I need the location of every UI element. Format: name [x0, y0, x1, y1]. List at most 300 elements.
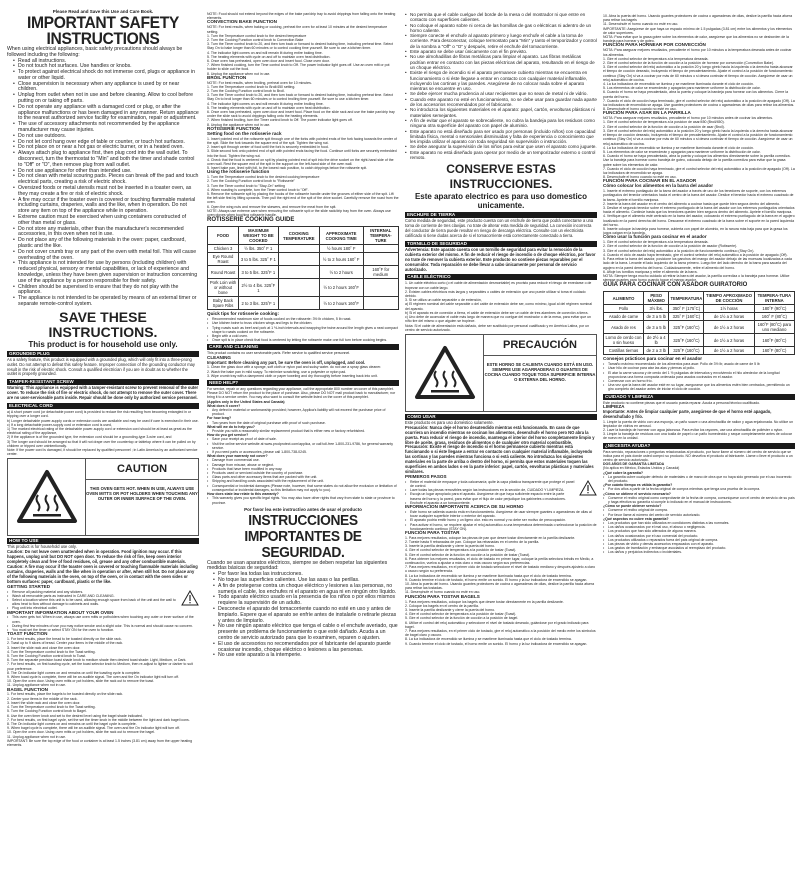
subsection-title: GETTING STARTED — [7, 583, 51, 589]
step: 1. Gire el control selector de temperatura a la temperatura deseada. — [603, 240, 709, 245]
list-item: • Enchufe el aparato a un tomacorriente. — [405, 501, 597, 505]
care-important-es: Importante: Antes de limpiar cualquier parte, asegúrese de que el horno esté apagado, desenchufado y frío. — [603, 408, 772, 419]
list-item: • Tamaño máximo recomendado de los alimentos para asar: Pollo de 3½ lb; asado de carne de 5 lb — [603, 362, 795, 366]
table-cell: 160˚ F (80˚C) — [754, 313, 794, 321]
section-header: ¿NECESITA AYUDA? — [603, 443, 795, 449]
step: 7. When finished cooking, turn the Time control knob to Off. The power indicator light goes off. Use an oven mitt or pot holder to slide out the food. — [207, 63, 390, 72]
table-cell: 3 to 5 lbs. 325˚F 1 — [239, 266, 279, 279]
step: 9. When bagel cycle is complete, there will be an audible signal. The oven and the On indicator light will turn off. — [7, 726, 181, 731]
section-header: CUIDADO Y LIMPIEZA — [603, 394, 795, 400]
cord-item: b) Si el aparato es de conexión a tierra, el cable de extensión debe ser un cable de tres alambres de conexión a tierra. — [405, 310, 589, 315]
table-header: COOKING TEMPERATURE — [278, 227, 319, 245]
step: 4. La luz indicadora de encendido se ilumina y se mantiene iluminada durante el ciclo de cocción. — [603, 81, 754, 86]
table-cell: de 1½ a 2 horas — [704, 321, 754, 334]
step: 2. Inserte la barra del asador en el centro del alimento a cocinar hasta que quede bien segura dentro del alimento. — [603, 201, 781, 206]
step: 2. Turn the Cooking Function control knob to Broil. — [207, 89, 285, 94]
preheader: Please Read and Save this Use and Care Book. — [52, 9, 154, 14]
step: 1. Inserte el extremo puntiagudo de la barra del asador a través de uno de los tenedores de soporte, con los extremos puntiagudos del tenedor orientados hacia el centro de la barra del asador. Deslice el tenedor hacia el extremo cuadrado de la barra. Apriete el tornillo mariposa. — [603, 189, 794, 202]
safety-intro: When using electrical appliances, basic safety precautions should always be followed including the following: • Read all instructions. • Do not touch hot surfaces. Use handles or knobs. • To protect against electrical shock do not immerse cord, plugs or appliance in water or other liquid. • Close supervision is necessary when any appliance is used by or near children. • Unplug from outlet when not in use and before cleaning. Allow to cool before putting on or taking off parts. • Do not operate any appliance with a damaged cord or plug, or after the appliance malfunctions or has been damaged in any manner. Return appliance to the nearest authorized service facility for examination, repair or adjustment. • The use of accessory attachments not recommended by the appliance manufacturer may cause injuries. • Do not use outdoors. • Do not let cord hang over edge of table or counter, or touch hot surfaces. • Do not place on or near a hot gas or electric burner, or in a heated oven. • Always attach plug to appliance first, then plug cord into the wall outlet. To disconnect, turn the thermostat to "Min" and both the timer and shade control to "Off" or "O", then remove plug from wall outlet. • Do not use appliance for other than intended use. • Do not clean with metal scouring pads. Pieces can break off the pad and touch electrical parts, creating a risk of electric shock. • Oversized foods or metal utensils must not be inserted in a toaster oven, as they may create a fire or risk of electric shock. • A fire may occur if the toaster oven is covered or touching flammable material including curtains, draperies, walls and the like, when in operation. Do not store any item on top of the appliance while in operation. • Extreme caution must be exercised when using containers constructed of other than metal or glass. • Do not store any materials, other than the manufacturer's recommended accessories, in this oven when not in use. • Do not place any of the following materials in the oven: paper, cardboard, plastic and the like. • Do not cover crumb tray or any part of the oven with metal foil. This will cause overheating of the oven. • This appliance is not intended for use by persons (including children) with reduced physical, sensory or mental capabilities, or lack of experience and knowledge, unless they have been given supervision or instruction concerning use of the appliance by a person responsible for their safety. • Children should be supervised to ensure that they do not play with the appliance. • The appliance is not intended to be operated by means of an external timer or separate remote-control system. — [7, 47, 199, 308]
table-header: ALIMENTO — [604, 292, 644, 305]
step: 3. Insert the slide rack and close the oven door. — [7, 700, 81, 705]
subsection-title: Cómo colocar los alimentos en la barra del asador — [603, 183, 714, 189]
warranty-answer: • Los daños ocasionados por el mal uso, el abuso o negligencia. — [603, 525, 795, 529]
table-cell: 325˚F (160˚C) — [669, 321, 704, 334]
list-item: • Select a location where this unit is to be used, allowing enough space from back of the unit and the wall to allow heat to flow without damage to cabinets and walls. — [7, 598, 199, 606]
step: 3. Insert the slide rack and close the oven door. — [7, 645, 81, 650]
save-instructions-heading: SAVE THESE INSTRUCTIONS. — [48, 308, 158, 340]
list-item: • Existe el riesgo de incendio si el aparato permanece cubierto mientras se encuentra en funcionamiento o si éste llegase a entrar en contacto con cualquier material inflamable, incluyendo las cortinas y las paredes. Asegúrese de no colocar nada sobre el aparato mientras se encuentre en uso. — [405, 70, 597, 91]
step: 5. Gire el control selector de la función de cocción a la posición de bagel. — [405, 616, 519, 621]
section-header: CABLE ELÉCTRICO — [405, 274, 597, 280]
warranty-answer: • Glass parts and other accessory items that are packed with the unit. — [207, 475, 399, 479]
step: 1. For best results, place the bagels to be toasted directly on the slide rack. — [7, 692, 124, 697]
list-item: • Begin with a cold oven. — [207, 334, 399, 338]
step: 5. Para retirar la barra del asador, posicione los ganchos del mango del asador debajo de las muescas localizadas a cada lado de la barra. Levante el lado izquierdo de la barra primero. Luego tire del lado derecho de la barra para sacarla del agujero en la pared derecha del horno. Cuidadosamente, retire el alimento del horno. — [603, 257, 792, 270]
table-cell: ½ to 2 hours — [319, 266, 363, 279]
step: 10. Open the oven door. Using oven mitts or pot holders, slide the rack out to remove the toast. — [7, 679, 155, 684]
warranty-answer: • This warranty gives you specific legal rights. You may also have other rights that vary from state to state or province to province. — [207, 496, 399, 504]
table-row — [208, 297, 399, 310]
step: 4. Cuando el ciclo de asado haya terminado, gire el control selector del reloj automático a la posición de apagado (Off). — [603, 252, 788, 257]
warranty-answer: • Save your receipt as proof of date of sale. — [207, 437, 399, 441]
step: 4. Check that the food is centered on spit by placing pointed end of spit into the drive socket on the right-hand side of the oven wall. Rest the square end of the spit in the support on the left-hand side of the oven wall. — [207, 157, 394, 166]
care-steps — [207, 365, 399, 378]
cord-item: a) A short power cord (or detachable power cord) is provided to reduce the risk resulting from becoming entangled in or tripping over a longer cord. — [7, 410, 192, 419]
how-to-use-text: This product is for household use only. — [7, 544, 77, 550]
subsection-title: FUNCIÓN PARA ASAR EN LA PARRILLA — [603, 110, 691, 116]
rotisserie-note: NOTE: Always use extreme care when removing the rotisserie spit or the slide rack/drip tray from the oven. Always use oven gloves when touching rotisserie handle. — [207, 208, 391, 218]
table-cell: ½ lbs. 350˚ F 1 — [239, 245, 279, 253]
step: 1. Turn the Temperature control knob to Broil/450 setting. — [207, 84, 296, 89]
step: 4. Turn the Temperature control knob to the Toast setting. — [7, 705, 96, 710]
step: 11. Desenchufe el horno cuando no esté en uso. — [603, 22, 679, 27]
step: 2. Turn the Cooking Function control knob to "Rotisserie" — [207, 179, 295, 184]
step: 4. Verifique que el alimento esté centrado en la barra del asador, colocando el extremo puntiagudo de la barra en el agujero localizado en la pared derecha del horno. Descanse el extremo cuadrado de la barra sobre el soporte en la pared izquierda del horno. — [603, 214, 795, 227]
table-row — [604, 347, 795, 355]
list-item: • Oversized foods or metal utensils must not be inserted in a toaster oven, as they may create a fire or risk of electric shock. — [13, 186, 199, 198]
step: 4. Turn the Temperature control knob to the Toast setting. — [7, 649, 96, 654]
rotisserie-guide-table — [207, 226, 399, 310]
list-item: • Do not operate any appliance with a damaged cord or plug, or after the appliance malfunctions or has been damaged in any manner. Return appliance to the nearest authorized service facility for examination, repair or adjustment. — [13, 105, 199, 122]
how-to-use-caution-es: Precaución: Nunca deje el horno desatendido mientras está funcionando. En caso de que ocurriera un incendio mientras se cocinan los alimentos, desenchufe el horno pero NO abra la puerta. Para reducir el riesgo de incendio, mantenga el interior del horno completamente limpio y libre de aceite, grasa, residuos de alimentos o de cualquier otro material combustible. — [405, 424, 595, 445]
table-cell: Costillas tiernas — [604, 347, 644, 355]
subsection-title: CLEANING — [207, 354, 231, 360]
cord-note: Note: If the power cord is damaged, it should be replaced by qualified personnel ; in Latin America by an authorized service center. — [7, 447, 198, 457]
step: 5. Turn the Cooking Function control knob to Toast. — [7, 653, 87, 658]
list-item: • Recommended maximum size of foods cooked on the rotisserie: 3½ lb chicken, 5 lb roast. — [207, 317, 399, 321]
list-item: • Do not touch hot surfaces. Use handles or knobs. — [13, 64, 199, 70]
list-item: • Por favor lea todas las instrucciones. — [213, 572, 399, 578]
step: 7. For best results, on first bagel cycle, set the set the timer knob in the middle between the light and dark bagel icons. — [7, 717, 190, 722]
table-row — [604, 321, 795, 334]
subsection-title: Using the rotisserie function — [207, 169, 270, 175]
step: 3. Wipe crumb tray with a dampened cloth or paper toweling and dry thoroughly before inserting back into unit. — [207, 373, 378, 378]
table-row — [604, 334, 795, 347]
warranty-answer: • Las piezas de vidrio y demás accesorios empacados con el aparato. — [603, 542, 795, 546]
precaution-title: PRECAUCIÓN — [484, 335, 596, 356]
cord-item: b) Longer detachable power-supply cords or extension cords are available and may be used if care is exercised in their use. — [7, 418, 199, 423]
list-item: • This oven gets hot. When in use, always use oven mitts or potholders when touching any outer or inner surface of the oven. — [7, 615, 199, 623]
list-item: • Wash all removable parts as instructed in CARE AND CLEANING. — [7, 594, 199, 598]
cord-item: 3) The longer cord should be arranged so that it will not drape over the countertop or tabletop where it can be pulled on by children or tripped over unintentionally. — [7, 439, 196, 448]
cord-item: 2. Existen cables eléctricos más largos y separables o cables de extensión que uno puede utilizar si toma el cuidado debido. — [405, 289, 586, 299]
cord-list — [7, 410, 199, 448]
warranty-answer: • Damage from commercial use. — [207, 458, 399, 462]
important-info-list-es — [405, 510, 597, 531]
table-cell — [278, 297, 319, 310]
table-cell: de 2 a 3 lb — [643, 347, 669, 355]
cord-item: c) Uno debe de acomodar el cable más largo de manera que no cuelgue del mostrador o de la mesa, para evitar que un niño tire del mismo o que alguien se tropiece. — [405, 315, 592, 324]
quick-tips-list-es — [603, 362, 795, 391]
table-cell: Pork Loin with or without bone — [208, 279, 239, 297]
table-cell — [363, 297, 399, 310]
table-cell: de 3 a 5 lb — [643, 321, 669, 334]
caution-text: THIS OVEN GETS HOT. WHEN IN USE, ALWAYS USE OVEN MITTS OR POT HOLDERS WHEN TOUCHING ANY OUTER OR INNER SURFACE OF THE OVEN. — [86, 486, 198, 502]
section-header: CARE AND CLEANING — [207, 344, 399, 350]
table-header: TIEMPO APROXIMADO DE COCCIÓN — [704, 292, 754, 305]
step: 3. Gire el control selector del reloj automático a la posición de funcionamiento continuo (Stay On). — [603, 248, 755, 253]
list-item: • Tying roasts such as beef and pork at 1 ½-inch intervals and wrapping the twine around the length gives a neat compact shape to roasts cooked on the rotisserie. — [207, 326, 399, 334]
step: 11. Desenchufe el horno cuando no esté en uso. — [405, 590, 481, 595]
table-cell: 325˚F (160˚C) — [669, 347, 704, 355]
hot-surface-warning-icon — [8, 459, 86, 535]
list-item: • Extreme caution must be exercised when using containers constructed of other than metal or glass. — [13, 215, 199, 227]
table-row — [208, 266, 399, 279]
precaution-text: ESTE HORNO SE CALIENTA CUANDO ESTÁ EN USO. SIEMPRE USE AGARRADERAS O GUANTES DE COCINA CUANDO TOQUE TODA SUPERFICIE INTERNA O EXTERNA DEL HORNO. — [484, 361, 596, 382]
step: 4. The indicator light comes on and will remain lit during entire baking time. — [207, 50, 323, 55]
table-cell: ½ to 2 hours 160˚F — [319, 297, 363, 310]
list-item: • The appliance is not intended to be operated by means of an external timer or separate remote-control system. — [13, 296, 199, 308]
list-item: • Retire el material de empaque y toda calcomanía; quite la capa plástica transparente que protege el panel de control. — [405, 480, 597, 488]
warranty-question: How does state law relate to this warranty? — [207, 492, 279, 497]
table-cell: 350˚ F (175˚C) — [669, 305, 704, 313]
table-cell: 2 to 3 lbs. 325˚F 1 — [239, 297, 279, 310]
list-item: • Se debe asegurar la supervisión de los niños para evitar que usen el aparato como juguete. — [405, 144, 597, 149]
step: 8. Unplug the appliance when not in use. — [207, 122, 271, 127]
step: 3. Turn the Timer control knob to "Stay-On" setting — [207, 183, 285, 188]
toast-steps-es — [405, 536, 597, 595]
section-header: NEED HELP? — [207, 380, 399, 386]
broil-note-es: NOTA: Para asegurar mejores resultados, precaliente el horno por 10 minutos antes de cocinar los alimentos. — [603, 116, 773, 121]
broil-steps — [207, 85, 399, 127]
table-cell: Eye Round Roast — [208, 253, 239, 266]
step: 2. Gire el control selector de la función de cocción a la posición de asador (Rotisserie). — [603, 244, 738, 249]
cord-item: a) El régimen nominal del cable separable o del cable de extensión debe ser, como mínimo, igual al del régimen nominal del aparato. — [405, 302, 592, 311]
step: 3. Turn the Timer control knob to 20, and then turn back or forward to desired baking time, including preheat time. Select Stay On to broil longer than 60 minutes or to control broiling time yourself. Be sure to use a kitchen timer. — [207, 93, 393, 102]
warranty-question: ¿Cómo se obtiene el servicio necesario? — [603, 491, 671, 496]
table-cell: ½ to 2 hours 160˚F — [319, 279, 363, 297]
list-item: • Do not let cord hang over edge of table or counter, or touch hot surfaces. — [13, 140, 199, 146]
step: 3. Deslice el segundo tenedor sobre el extremo puntiagudo de la barra del asador con los extremos puntiagudos orientados hacia el alimento. Continúe hasta que los tenedores queden bien seguros dentro del alimento. Apriete el tornillo mariposa. — [603, 205, 795, 215]
table-cell: Pollo — [604, 305, 644, 313]
table-cell: 1½ horas — [704, 305, 754, 313]
table-cell: 3½ lbs. — [643, 305, 669, 313]
cord-item: 2) If the appliance is of the grounded type, the extension cord should be a grounding-type 3-wire cord, and — [7, 435, 172, 440]
table-cell: de 1½ a 2 horas — [704, 347, 754, 355]
step: 3. Inserte la parrilla deslizante y cierre la puerta del horno. — [405, 607, 496, 612]
table-cell: Chicken 3 — [208, 245, 239, 253]
step: 3. Inserte la parrilla deslizante y cierre la puerta del horno. — [405, 544, 496, 549]
table-cell: Asado de carne — [604, 313, 644, 321]
warranty-question: How do you get service? — [207, 433, 249, 438]
step: 5. Los elementos de calor se encenderán y apagarán para mantener uniforme la distribución de calor. — [603, 86, 761, 91]
care-important: Important: Before cleaning any part, be sure the oven is off, unplugged, and cool. — [207, 359, 366, 365]
care-text-es: Este producto no contiene piezas que el usuario pueda reparar. Acuda a personal técnico cualificado. — [603, 400, 761, 405]
list-item: • El atar la carne vacuna y de cerdo del 1 ½ pulgadas de intervalos y envolviendo el hilo alrededor de la longitud proporciona una forma compacta ordenada para asados cocinados en el asador. — [603, 371, 795, 379]
subsection-title: IMPORTANT INFORMATION ABOUT YOUR OVEN — [7, 609, 114, 615]
spanish-safety-list — [207, 572, 399, 659]
warranty-answer: • La garantía cubre cualquier defecto de materiales o de mano de obra que no haya sido generado por el uso incorrecto del producto. — [603, 475, 795, 483]
step: 9. Cuando termine el ciclo de tostado, el horno emite un sonido. El horno y la luz indicadora de encendido se apagan. — [405, 641, 588, 646]
warranty-applies: (Applies only in the United States and Canada) — [207, 399, 285, 404]
tamper-text: Warning: This appliance is equipped with a tamper-resistant screw to prevent removal of the outer cover. To reduce the risk of fire or electric shock, do not attempt to remove the outer cover. There are no user-serviceable parts inside. Repair should be done only by authorized service personnel. — [7, 385, 199, 401]
step: 4. Gire el control selector de temperatura a la posición de tostar (Toast). — [405, 612, 517, 617]
step: 6. Turn the separate precision toast shade knob to medium shade then desired toast shade: Light, Medium, or Dark. — [7, 658, 187, 663]
step: 1. Gire el control selector de temperatura a la posicion de asar/450 (Broil/450). — [603, 120, 725, 125]
list-item: • No introduzca los siguientes materiales en el aparato: papel, cartón, envolturas plásticas ni materiales semejantes. — [405, 107, 597, 118]
cord-note-es: Nota: Si el cable de alimentación está dañado, debe ser sustituido por personal cualificado y en América Latina, por un centro de servicio autorizado. — [405, 323, 590, 332]
list-item: • Usar hilo de cocinar para atar las alas y piernas al pollo. — [603, 366, 795, 370]
list-item: • A fin de protegerse contra un choque eléctrico y lesiones a las personas, no sumerja el cable, los enchufes ni el aparato en agua ni en ningún otro líquido. — [213, 584, 399, 596]
cord-list-es — [405, 281, 597, 323]
section-header: HOW TO USE — [7, 538, 199, 544]
subsection-title: FUNCIÓN PARA TOSTAR — [405, 529, 460, 535]
step: 4. Gire el control selector de temperatura a la posición de tostar (Toast). — [405, 548, 517, 553]
safety-list — [7, 59, 199, 308]
how-to-use-caution: Caution: Do not leave oven unattended when in operation. Food ignition may occur. If this happens, unplug unit but DO NOT open door. To reduce the risk of fire, keep oven interior completely clean and free of food residues, oil, grease and any other combustible materials. — [7, 549, 187, 565]
caution-title: CAUTION — [86, 459, 198, 480]
table-cell: ½ hours 180˚ F — [319, 245, 363, 253]
warranty-applies-es: (No aplica en México, Estados Unidos y Canadá) — [603, 466, 680, 471]
rotisserie-using-steps-es — [603, 240, 795, 274]
subsection-title: INFORMACION IMPORTANTE ACERCA DE SU HORNO — [405, 504, 524, 509]
subsection-title: Consejos prácticos para cocinar en el asador — [603, 356, 703, 362]
list-item: • Do not place on or near a hot gas or electric burner, or in a heated oven. — [13, 145, 199, 151]
warranty-answer: • Los daños y perjuicios indirectos o incidentales. — [603, 550, 795, 554]
section-header: GROUNDED PLUG — [7, 351, 199, 357]
warranty-answer: • Any defect in material or workmanship provided; however, Applica's liability will not exceed the purchase price of product. — [207, 408, 399, 416]
step: 3. Gire el control selector del reloj automático a la posición 20 y luego gírelo hacia la izquierda o la derecha hasta alcanzar el tiempo de cocción deseado, incluyendo el tiempo de precalentamiento. Ajuste el control a la posición de funcionamiento continuo (Stay On) si va a cocinar por más de 60 minutos o si desea controlar el tiempo de cocción. Asegúrese de usar un reloj automático de cocina. — [603, 128, 793, 146]
getting-started-list-es — [405, 480, 597, 505]
subsection-title: FUNCIÓN PARA TOSTAR BAGELS — [405, 593, 480, 599]
step: 10. Abra la puerta del horno. Usando guantes protectores de cocina o agarraderas de ollas, deslice la parrilla hacia afuera para retirar las tostadas. — [405, 582, 595, 591]
warranty-answer: • Products that have been modified in any way. — [207, 467, 399, 471]
how-to-use-caution: Caution: A fire may occur if the toaster oven is covered or touching flammable materials including curtains, draperies, walls and the like when in operation or after, when still hot. Do not place any of the following materials in the oven, on top of the oven, or in contact with the oven sides or bottom surfaces: paper, cardboard, plastic or the like. — [7, 563, 198, 584]
subsection-title: TOAST FUNCTION — [7, 631, 48, 637]
warranty-answer: • Damage from misuse, abuse or neglect. — [207, 463, 399, 467]
list-item: • Always attach plug to appliance first, then plug cord into the wall outlet. To disconnect, turn the thermostat to "Min" and both the timer and shade control to "Off" or "O", then remove plug from wall outlet. — [13, 151, 199, 168]
step: 6. Once oven has preheated, open oven door and insert food. Place food on the slide rack and use the bake pan/drip tray under the slide rack to avoid drippings falling onto the heating elements. — [207, 110, 395, 119]
list-item: • Do not place any of the following materials in the oven: paper, cardboard, plastic and the like. — [13, 238, 199, 250]
subsection-title: Setting food on the rotisserie rack — [207, 130, 282, 136]
hot-surface-warning-icon — [406, 335, 484, 411]
spanish-preheader: Por favor lea este instructivo antes de usar el producto — [244, 506, 362, 512]
rotisserie-note-es: NOTA: Siempre tenga mucho cuidado al retirar la barra del asador, la parrilla corrediza o la bandeja para hornear. Utilice siempre guantes para horno cuando toque el mango asador. — [603, 273, 790, 283]
section-header: TORNILLO DE SEGURIDAD — [405, 241, 597, 247]
rotisserie-setting-steps — [207, 137, 399, 171]
warranty-answer: • Los productos utilizados o reparados fuera del país original de compra. — [603, 538, 795, 542]
step: 6. Utilice el control del reloj automático y seleccione el nivel de tostado deseado, guiándose por el grado indicado para bagel. — [405, 620, 589, 629]
step: 9. When toast cycle is complete, there will be an audible signal. The oven and the On indicator light will turn off. — [7, 674, 180, 679]
need-help-text-es: Para servicio, reparaciones o preguntas relacionadas al producto, por favor llame al número del centro de servicio que se indica para el país donde usted compró su producto. NO devuélva el producto al fabricante. Llame o lleve el producto a un centro de servicio autorizado. — [603, 449, 793, 462]
list-item: • Para activar el horno, se requiere ajustar el reloj automático a una temperatura determinada o seleccionar la posición de funcionamiento continuo (STAY ON). — [405, 523, 597, 531]
warranty-question: What does your warranty not cover? — [207, 454, 268, 459]
list-item: • Desconecte el aparato del tomacorriente cuando no esté en uso y antes de limpiarlo. Espere que el aparato se enfríe antes de instalarle o retirarle piezas y antes de limpiarlo. — [213, 607, 399, 624]
bagel-steps-es-cont — [603, 14, 795, 27]
rotisserie-guide-table-es — [603, 291, 795, 355]
table-header: FOOD — [208, 227, 239, 245]
step: 8. Unplug the appliance when not in use. — [207, 71, 271, 76]
step: 11. Unplug appliance when not in use. — [7, 734, 67, 739]
list-item: • Once spit is in place check that food is centered by letting the rotisserie make one full turn before cooking begins. — [207, 338, 399, 342]
table-cell: Baby Back Spare Ribs — [208, 297, 239, 310]
table-cell: 3 to 5 lbs. 325˚ F 1 — [239, 253, 279, 266]
list-item: • Unplug from outlet when not in use and before cleaning. Allow to cool before putting on or taking off parts. — [13, 93, 199, 105]
list-item: • Do not cover crumb tray or any part of the oven with metal foil. This will cause overheating of the oven. — [13, 250, 199, 262]
step: 5. Insert bake pan, lined with foil, to the lowest rack position, to catch drippings below the rotisserie spit. — [207, 166, 368, 171]
caution-box — [7, 458, 199, 536]
table-title: ROTISSERIE COOKING GUIDE — [207, 217, 295, 224]
step: 5. Turn the Cooking Function control knob to Bagel. — [7, 709, 87, 714]
care-steps-es — [603, 420, 795, 441]
warranty-answer: • If you need parts or accessories, please call 1-800-738-0245. — [207, 450, 399, 454]
warranty-title-es: DOS AÑOS DE GARANTÍA LIMITADA — [603, 462, 665, 467]
cord-item: 1) The marked electrical rating of the detachable power-supply cord or extension cord should be at least as great as the electrical rating of the appliance, — [7, 426, 192, 436]
rotisserie-setting-steps-es — [603, 189, 795, 235]
step: 6. Use the oven timer knob and set to the desired level using the bagel shade indicated. — [7, 713, 143, 718]
table-cell — [363, 279, 399, 297]
step: 7. Para mejores resultados, en el primer ciclo de tostado seleccione el nivel de tostado mediano y después ajústelo a claro u oscuro según su preferencia. — [405, 565, 596, 574]
table-header: APPROXIMATE COOKING TIME — [319, 227, 363, 245]
tamper-text-es: Advertencia: Este aparato cuenta con un tornillo de seguridad para evitar la remoción de la cubierta exterior del mismo. A fin de reducir el riesgo de incendio o de choque eléctrico, por favor no trate de remover la cubierta exterior. Este producto no contiene piezas reparables por el consumidor. Toda reparación se debe llevar a cabo únicamente por personal de servicio autorizado. — [405, 246, 596, 272]
list-item: • Escoja un lugar apropiado para el aparato. Asegúrese de que haya suficiente espacio entre la parte trasera del horno y la pared, para evitar que el flujo de calor perjudique los gabinetes o mostradores. — [405, 492, 597, 500]
step: 8. The On indicator light comes on and remains on until the bagel cycle is complete. — [7, 721, 137, 726]
bagel-important: IMPORTANT: Be sure the top edge of the food or container is at least 1.5 inches (3.81 cm) away from the upper heating elements. — [7, 738, 193, 747]
list-item: • Remove all packing material and any stickers. — [7, 590, 199, 594]
list-item: • Siempre conecte el enchufe al aparato primero y luego enchufe el cable a la toma de corriente. Para desconectar, coloque termostato para "Min" y tanto el temporizador y control de la sombra a "Off" o "O" y después, retire el enchufe del tomacorriente. — [405, 33, 597, 49]
conserve-heading: CONSERVE ESTAS INSTRUCCIONES. — [446, 162, 556, 192]
table-cell: de 1½ a 2 horas — [704, 334, 754, 347]
step: 2. Gire el control selector de la función de cocción a la posición de hornear por convección (Convection Bake). — [603, 60, 775, 65]
warranty-answer: • Los gastos de tramitación y embarque asociados al reemplazo del producto. — [603, 546, 795, 550]
table-cell — [363, 245, 399, 253]
subsection-title: BAGEL FUNCTION — [7, 686, 49, 692]
table-cell: 325˚ F (160˚C) — [669, 313, 704, 321]
convection-note-es: NOTA: Para asegurar mejores resultados, precaliente el horno por 10 minutos a la temperatura deseada antes de cocinar los alimentos. — [603, 48, 792, 57]
step: 5. Los elementos de calor se encenderán y apagarán para mantener uniforme la distribución de calor. — [603, 149, 761, 154]
table-header: TEMPERA-TURA INTERNA — [754, 292, 794, 305]
step: 6. Open the wing nuts and remove the skewers, and remove the meat from the spit. — [207, 204, 337, 209]
step: 8. The On indicator light comes on and remains on until the toasting cycle is complete. — [7, 670, 141, 675]
warranty-answer: • Visit the online service website at www.prodprotect.com/applica, or call toll-free 1-800-231-9786, for general warranty service. — [207, 442, 399, 450]
step: 7. When finished broiling, turn the Timer control knob to Off. The power indicator light goes off. — [207, 118, 353, 123]
warranty-qa-es — [603, 471, 795, 555]
section-header: ENCHUFE DE TIERRA — [405, 212, 597, 218]
warranty-question: For how long? — [207, 416, 232, 421]
list-item: • Este horno se calienta cuando está en funcionamiento. Asegúrese de usar siempre guantes o agarraderas de ollas al tocar cualquier superficie interior o exterior del aparato. — [405, 510, 597, 518]
broil-note: NOTE: For best results, when broiling, preheat oven for 10 minutes. — [207, 80, 312, 85]
list-item: • No permita que el cable cuelgue del borde de la mesa o del mostrador ni que entre en contacto con superficies calientes. — [405, 12, 597, 23]
list-item: • Cuando este aparato no esté en funcionamiento, no se debe usar para guardar nada aparte de los accesorios recomendados por el fabricante. — [405, 97, 597, 108]
list-item: • A fin de evitar que el aparato se sobrecaliente, no cubra la bandeja para los residuos como ninguna otra superficie del aparato con papel de aluminio. — [405, 118, 597, 129]
step: 2. Turn the Cooking Function control knob to Convection Bake — [207, 37, 304, 42]
warranty-answer: • Los productos que han sido utilizados en condiciones distintas a las normales. — [603, 521, 795, 525]
column-spanish-2 — [603, 6, 795, 894]
warranty-question: ¿Qué cubre la garantía? — [603, 470, 644, 475]
subsection-title: LIMPIEZA — [603, 403, 625, 409]
step: 3. Turn the Timer control knob to 20, and then turn back or forward to desired baking time, including preheat time. Select Stay On to bake longer than 60 minutes or to control cooking time yourself. Be sure to use a kitchen timer. — [207, 42, 393, 51]
step: 5. The heating elements with cycle on and off to maintain oven heat distribution. — [207, 54, 331, 59]
warranty-answer: • Por dos años a partir de la fecha original de compra mientras que tenga una prueba de la compra. — [603, 487, 795, 491]
warranty-answer: • Los productos que han sido alterados de alguna manera. — [603, 529, 795, 533]
convection-steps-es — [603, 57, 795, 112]
warranty-question: ¿Cómo se puede obtener servicio? — [603, 504, 662, 509]
step: 2. Wash the bake pan in mild soapy. To minimize scratching, use a polyester or nylon pad. — [207, 369, 347, 374]
bagel-important-es: IMPORTANTE: Asegúrese de que haya un espacio mínimo de 1.5 pulgadas (3.81 cm) entre los alimentos y los elementos de calor superiores. — [603, 26, 792, 35]
cord-item: c) If a long detachable power-supply cord or extension cord is used, — [7, 422, 112, 427]
step: 8. Desenchufe el horno cuando no esté en uso. — [603, 175, 677, 180]
step: 2. Toast up to 9 slices of bread. Center your items in the middle of the rack. — [7, 641, 124, 646]
spanish-household-note: Este aparato electrico es para uso domestico unicamente. — [414, 192, 588, 211]
subsection-title: CONVECTION BAKE FUNCTION — [207, 19, 277, 25]
step: 8. La luz indicadora de encendido se ilumina y se mantiene iluminada hasta que el ciclo de tostado termina. — [405, 573, 572, 578]
step: 5. Remove the rotisserie spit by placing the hooks of the rotisserie handle under the grooves of either side of the spit. Lift the left side first by lifting upwards. Then pull the right end of the spit of the drive socket. Carefully remove the roast from the oven. — [207, 192, 399, 205]
step: 5. Gire el control selector de la función de cocción a la posición de tostar (Toast). — [405, 552, 531, 557]
care-text: This product contains no user serviceable parts. Refer service to qualified service personnel. — [207, 351, 351, 356]
list-item: • No use almohadillas de fibras metálicas para limpiar el aparato. Las fibras metálicas podrían entrar en contacto con las piezas eléctricas del aparato, resultando en el riesgo de un choque eléctrico. — [405, 54, 597, 70]
cord-item: 3. Si se utiliza un cable separable o de extensión, — [405, 298, 482, 303]
page-title: IMPORTANT SAFETY INSTRUCTIONS — [27, 12, 179, 48]
step: 7. Cuando el ciclo de cocción haya terminado, gire el control selector del reloj automático a la posición de apagado (Off). La luz indicadora de encendido se apaga. Use guantes protectores de cocina o agarraderas de ollas para retirar los alimentos. — [603, 98, 795, 107]
list-item: • The use of accessory attachments not recommended by the appliance manufacturer may cause injuries. — [13, 122, 199, 134]
warranty-answer: • Provide you with a reasonably similar replacement product that is either new or factory refurbished. — [207, 429, 399, 433]
step: 5. Inserte coloque la bandeja para hornear, cubierta con papel de aluminio, en la ranura más baja para que la grasa los jugos caigan en la bandeja. — [603, 226, 788, 236]
quick-tips-list — [207, 317, 399, 342]
bagel-steps — [7, 692, 199, 738]
table-header: PESO MÁXIMO — [643, 292, 669, 305]
step: 4. When roasting is complete, turn the Timer control knob to "Off". — [207, 187, 309, 192]
step: 9. Cuando termine el ciclo de tostado, el horno emite un sonido. El horno y la luz indicadora de encendido se apagan. — [405, 577, 588, 582]
table-cell: Lomo de cerdo con o sin hueso — [604, 334, 644, 347]
table-row — [208, 279, 399, 297]
warranty-answer: • Los daños ocasionados por el uso comercial del producto. — [603, 534, 795, 538]
step: 1. Insert pointed end of the rotisserie spit through one of the forks with pointed ends of the fork facing towards the center of the spit. Slide the fork towards the square end of the spit. Tighten the wing nut. — [207, 136, 397, 145]
table-row — [208, 245, 399, 253]
step: 1. Para mejores resultados, coloque las piezas de pan que desee tostar directamente en la parrilla deslizante. — [405, 535, 576, 540]
subsection-title: BROIL FUNCTION — [207, 74, 247, 80]
table-cell: de 1½ a 2 horas — [704, 313, 754, 321]
list-item: • Se debe ejercer mucha prudencia al usar recipientes que no sean de metal ni de vidrio. — [405, 91, 597, 96]
table-cell — [278, 279, 319, 297]
warranty-answer: • Shipping and handling costs associated with the replacement of the unit. — [207, 479, 399, 483]
step: 8. Desenchufe el horno cuando no esté en uso. — [603, 107, 677, 112]
step: 7. Para mejores resultados, en el primer ciclo de tostado, gire el reloj automático a la posición del medio entre los símbolos de bagel claro y oscuro. — [405, 629, 596, 638]
subsection-title: FUNCIÓN PARA HORNEAR POR CONVECCIÓN — [603, 42, 706, 48]
subsection-title: ROTISSERIE FUNCTION — [207, 125, 260, 131]
column-english-1 — [7, 6, 199, 894]
list-item: • A fire may occur if the toaster oven is covered or touching flammable material including curtains, draperies, walls and the like, when in operation. Do not store any item on top of the appliance while in operation. — [13, 198, 199, 215]
table-cell: 180˚F (90˚C) — [754, 305, 794, 313]
table-cell: Round Roast — [208, 266, 239, 279]
table-cell: de 3 a 5 lb — [643, 313, 669, 321]
step: 4. La luz indicadora de encendido se ilumina y se mantiene iluminada durante el ciclo de cocción. — [603, 145, 754, 150]
food-note: NOTE: Food should not extend beyond the edges of the bake pan/drip tray to avoid drippings from falling onto the heating elements. — [207, 12, 396, 21]
step: 8. La luz indicadora de encendido se ilumina y se mantiene iluminada hasta que el ciclo de tostado termina. — [405, 637, 572, 642]
table-cell: Asado de res — [604, 321, 644, 334]
step: 6. Cuando el horno se haya precalentado, abra la puerta y coloque los alimentos directamente sobre la parrilla corrediza. Use la bandeja para hornear como bandeja de goteo, colocada debajo de la parrilla corrediza para evitar que la grasa gotee sobre los elementos de calor. — [603, 154, 791, 167]
warranty-question: What will we do to help you? — [207, 424, 255, 429]
warranty-answer: • Products used or serviced outside the country of purchase. — [207, 471, 399, 475]
